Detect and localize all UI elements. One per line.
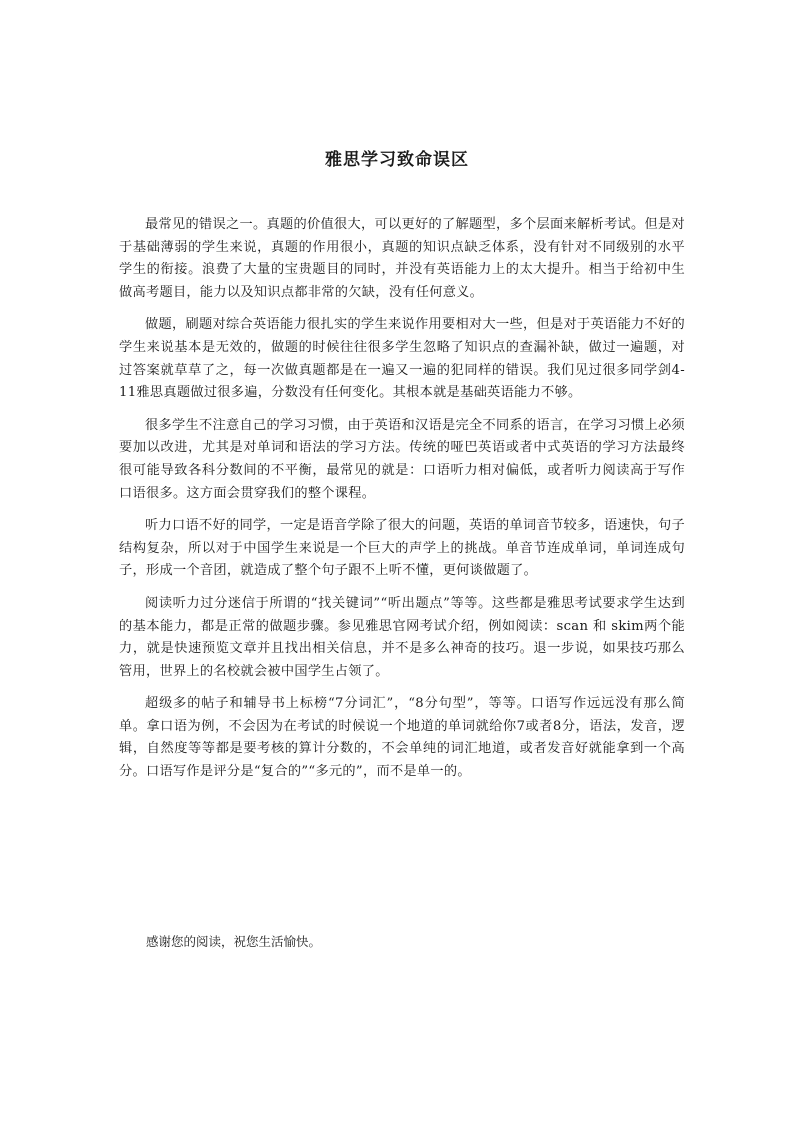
paragraph-5: 阅读听力过分迷信于所谓的“找关键词”“听出题点”等等。这些都是雅思考试要求学生达到的基本能力，都是正常的做题步骤。参见雅思官网考试介绍，例如阅读：scan 和 skim两个能力，就是快速预览文章并且找出相关信息，并不是多么神奇的技巧。退一步说，如果技巧那么管用，世界上的名校就会被中国学生占领了。 bbox=[119, 595, 685, 679]
paragraph-3: 很多学生不注意自己的学习习惯，由于英语和汉语是完全不同系的语言，在学习习惯上必须要加以改进，尤其是对单词和语法的学习方法。传统的哑巴英语或者中式英语的学习方法最终很可能导致各科分数间的不平衡，最常见的就是：口语听力相对偏低，或者听力阅读高于写作口语很多。这方面会贯穿我们的整个课程。 bbox=[119, 417, 685, 501]
paragraph-2: 做题，刷题对综合英语能力很扎实的学生来说作用要相对大一些，但是对于英语能力不好的学生来说基本是无效的，做题的时候往往很多学生忽略了知识点的查漏补缺，做过一遍题，对过答案就草草了之，每一次做真题都是在一遍又一遍的犯同样的错误。我们见过很多同学剑4-11雅思真题做过很多遍，分数没有任何变化。其根本就是基础英语能力不够。 bbox=[119, 317, 685, 401]
document-body bbox=[119, 214, 685, 794]
closing-note: 感谢您的阅读，祝您生活愉快。 bbox=[146, 934, 322, 949]
paragraph-1: 最常见的错误之一。真题的价值很大，可以更好的了解题型，多个层面来解析考试。但是对于基础薄弱的学生来说，真题的作用很小，真题的知识点缺乏体系，没有针对不同级别的水平学生的衔接。浪费了大量的宝贵题目的同时，并没有英语能力上的太大提升。相当于给初中生做高考题目，能力以及知识点都非常的欠缺，没有任何意义。 bbox=[119, 217, 685, 300]
paragraph-4: 听力口语不好的同学，一定是语音学除了很大的问题，英语的单词音节较多，语速快，句子结构复杂，所以对于中国学生来说是一个巨大的声学上的挑战。单音节连成单词，单词连成句子，形成一个音团，就造成了整个句子跟不上听不懂，更何谈做题了。 bbox=[119, 518, 685, 579]
paragraph-6: 超级多的帖子和辅导书上标榜“7分词汇”，“8分句型”，等等。口语写作远远没有那么简单。拿口语为例，不会因为在考试的时候说一个地道的单词就给你7或者8分，语法，发音，逻辑，自然度等等都是要考核的算计分数的，不会单纯的词汇地道，或者发音好就能拿到一个高分。口语写作是评分是“复合的”“多元的”，而不是单一的。 bbox=[119, 696, 685, 780]
document-title: 雅思学习致命误区 bbox=[325, 150, 469, 170]
